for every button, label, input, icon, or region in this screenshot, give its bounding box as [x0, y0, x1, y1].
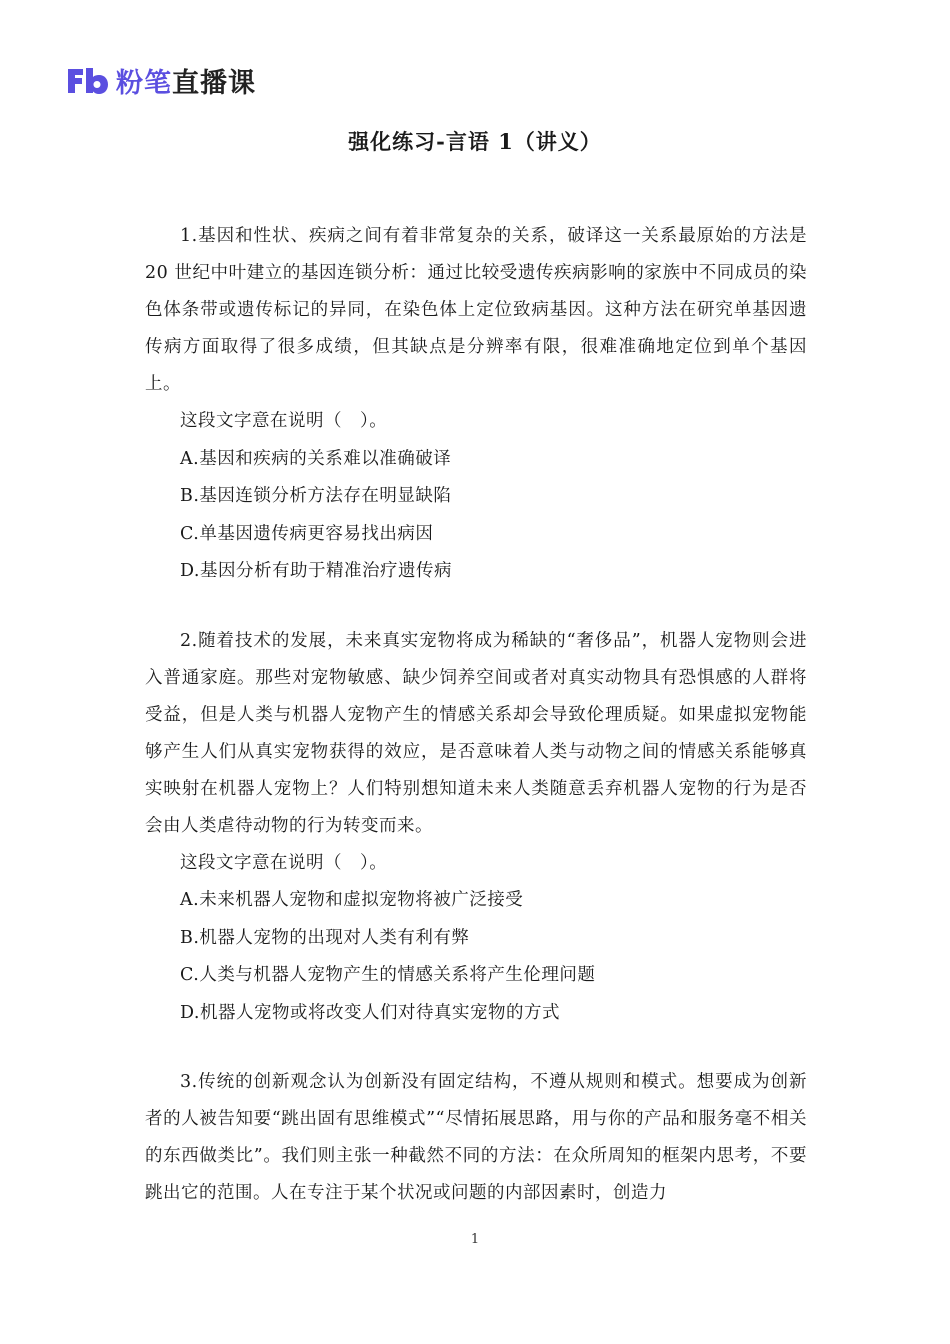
- question-2: [145, 623, 807, 1033]
- logo-text: [116, 61, 256, 100]
- brand-logo: [66, 62, 256, 98]
- question-stem: 3.传统的创新观念认为创新没有固定结构，不遵从规则和模式。想要成为创新者的人被告知要“跳出固有思维模式”“尽情拓展思路，用与你的产品和服务毫不相关的东西做类比”。我们则主张一种截然不同的方法：在众所周知的框架内思考，不要跳出它的范围。人在专注于某个状况或问题的内部因素时，创造力: [145, 1072, 807, 1203]
- option-b: B.基因连锁分析方法存在明显缺陷: [180, 486, 452, 506]
- document-body: [145, 218, 807, 1244]
- option-c: C.人类与机器人宠物产生的情感关系将产生伦理问题: [180, 965, 596, 985]
- question-prompt: 这段文字意在说明（ ）。: [180, 852, 388, 873]
- option-c: C.单基因遗传病更容易找出病因: [180, 523, 434, 544]
- option-a: A.未来机器人宠物和虚拟宠物将被广泛接受: [180, 890, 524, 910]
- fb-logo-icon: [66, 65, 110, 95]
- option-a: A.基因和疾病的关系难以准确破译: [180, 448, 452, 469]
- question-prompt: 这段文字意在说明（ ）。: [180, 411, 388, 431]
- page-title: 强化练习-言语 1（讲义）: [348, 129, 602, 154]
- logo-suffix: 直播课: [172, 67, 256, 99]
- option-b: B.机器人宠物的出现对人类有利有弊: [180, 927, 470, 948]
- question-3: [145, 1064, 807, 1212]
- question-1: [145, 218, 807, 591]
- logo-brand: 粉笔: [116, 67, 172, 99]
- question-stem: 1.基因和性状、疾病之间有着非常复杂的关系，破译这一关系最原始的方法是 20 世纪中叶建立的基因连锁分析：通过比较受遗传疾病影响的家族中不同成员的染色体条带或遗传标记的异同，在染色体上定位致病基因。这种方法在研究单基因遗传病方面取得了很多成绩，但其缺点是分辨率有限，很难准确地定位到单个基因上。: [145, 226, 807, 394]
- question-stem: 2.随着技术的发展，未来真实宠物将成为稀缺的“奢侈品”，机器人宠物则会进入普通家庭。那些对宠物敏感、缺少饲养空间或者对真实动物具有恐惧感的人群将受益，但是人类与机器人宠物产生的情感关系却会导致伦理质疑。如果虚拟宠物能够产生人们从真实宠物获得的效应，是否意味着人类与动物之间的情感关系能够真实映射在机器人宠物上？人们特别想知道未来人类随意丢弃机器人宠物的行为是否会由人类虐待动物的行为转变而来。: [145, 630, 807, 836]
- option-d: D.基因分析有助于精准治疗遗传病: [180, 561, 452, 581]
- page-number: 1: [470, 1232, 480, 1247]
- option-d: D.机器人宠物或将改变人们对待真实宠物的方式: [180, 1002, 560, 1023]
